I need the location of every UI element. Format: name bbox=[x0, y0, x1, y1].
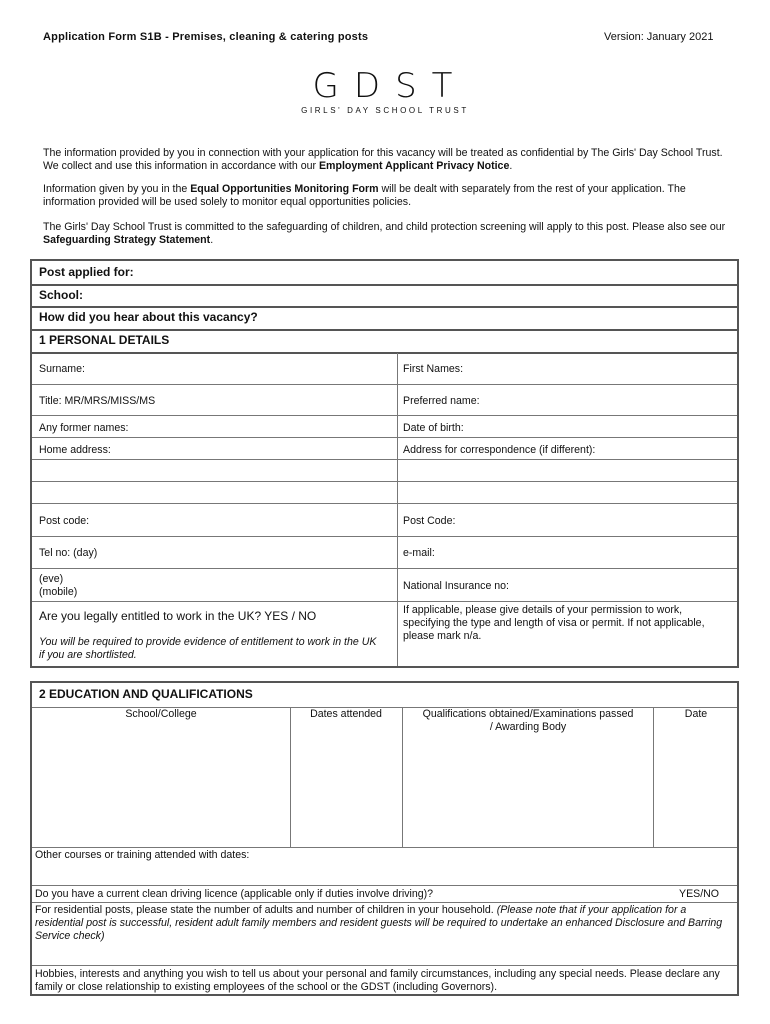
national-insurance-field[interactable]: National Insurance no: bbox=[403, 580, 510, 592]
intro-text: Information given by you in the bbox=[43, 183, 191, 195]
logo-subtitle: GIRLS' DAY SCHOOL TRUST bbox=[301, 106, 469, 115]
privacy-notice-link[interactable]: Employment Applicant Privacy Notice bbox=[318, 160, 510, 172]
education-heading: 2 EDUCATION AND QUALIFICATIONS bbox=[39, 687, 253, 701]
col-qualifications-header: Qualifications obtained/Examinations passed / Awarding Body bbox=[422, 708, 634, 733]
personal-details-heading: 1 PERSONAL DETAILS bbox=[39, 333, 170, 347]
personal-details-section bbox=[30, 259, 739, 668]
intro-paragraph-equal-ops bbox=[43, 183, 733, 209]
intro-text: will be dealt with separately from the rest of your application. The information provided will be used solely to monitor equal opportunities policies. bbox=[43, 183, 686, 208]
education-section bbox=[30, 681, 739, 996]
residential-text: For residential posts, please state the number of adults and number of children in your household. bbox=[35, 904, 497, 916]
date-of-birth-field[interactable]: Date of birth: bbox=[403, 422, 464, 434]
post-applied-label[interactable]: Post applied for: bbox=[39, 265, 134, 279]
intro-paragraph-safeguarding bbox=[43, 221, 733, 247]
form-title: Application Form S1B - Premises, cleaning & catering posts bbox=[43, 31, 369, 43]
logo-wordmark: GDST bbox=[312, 66, 468, 106]
first-names-field[interactable]: First Names: bbox=[403, 363, 464, 375]
residential-note: (Please note that if your application for a residential post is successful, resident adult family members and resident guests will be required to undertake an enhanced Disclosure and Barring Service check) bbox=[35, 904, 723, 942]
post-code-field[interactable]: Post code: bbox=[39, 515, 90, 527]
right-to-work-note: You will be required to provide evidence of entitlement to work in the UK if you are shortlisted. bbox=[39, 636, 377, 661]
preferred-name-field[interactable]: Preferred name: bbox=[403, 395, 480, 407]
correspondence-post-code-field[interactable]: Post Code: bbox=[403, 515, 456, 527]
intro-text: The information provided by you in connection with your application for this vacancy will be treated as confidential by The Girls' Day School Trust. We collect and use this information in accordance with our bbox=[43, 147, 723, 172]
safeguarding-statement-link[interactable]: Safeguarding Strategy Statement bbox=[43, 234, 211, 246]
intro-text: . bbox=[509, 160, 513, 172]
hobbies-field[interactable]: Hobbies, interests and anything you wish to tell us about your personal and family circumstances, including any special needs. Please declare any family or close relationship to existing employees of the school or the GDST (including Governors). bbox=[35, 968, 720, 993]
intro-text: . bbox=[210, 234, 214, 246]
tel-eve-field[interactable]: (eve) bbox=[39, 573, 64, 585]
permission-to-work-field[interactable]: If applicable, please give details of your permission to work, specifying the type and length of visa or permit. If not applicable, please mark n/a. bbox=[403, 604, 705, 642]
how-hear-label[interactable]: How did you hear about this vacancy? bbox=[39, 310, 258, 324]
driving-licence-question[interactable]: Do you have a current clean driving licence (applicable only if duties involve driving)? bbox=[35, 888, 434, 900]
residential-posts-field[interactable] bbox=[35, 904, 730, 943]
col-dates-header: Dates attended bbox=[310, 708, 382, 720]
col-date-header: Date bbox=[684, 708, 708, 720]
other-courses-field[interactable]: Other courses or training attended with dates: bbox=[35, 849, 250, 861]
email-field[interactable]: e-mail: bbox=[403, 547, 435, 559]
home-address-field[interactable]: Home address: bbox=[39, 444, 111, 456]
correspondence-address-field[interactable]: Address for correspondence (if different): bbox=[403, 444, 596, 456]
gdst-logo bbox=[280, 68, 490, 115]
tel-day-field[interactable]: Tel no: (day) bbox=[39, 547, 98, 559]
col-school-header: School/College bbox=[125, 708, 197, 720]
title-field[interactable]: Title: MR/MRS/MISS/MS bbox=[39, 395, 156, 407]
school-label[interactable]: School: bbox=[39, 288, 83, 302]
right-to-work-question[interactable]: Are you legally entitled to work in the UK? YES / NO bbox=[39, 609, 317, 623]
driving-licence-yes-no[interactable]: YES/NO bbox=[679, 888, 720, 900]
former-names-field[interactable]: Any former names: bbox=[39, 422, 129, 434]
intro-paragraph-privacy bbox=[43, 147, 733, 173]
surname-field[interactable]: Surname: bbox=[39, 363, 85, 375]
tel-mobile-field[interactable]: (mobile) bbox=[39, 586, 78, 598]
equal-ops-form-link[interactable]: Equal Opportunities Monitoring Form bbox=[190, 183, 379, 195]
intro-text: The Girls' Day School Trust is committed to the safeguarding of children, and child protection screening will apply to this post. Please also see our bbox=[43, 221, 726, 233]
version-label: Version: January 2021 bbox=[604, 31, 714, 43]
